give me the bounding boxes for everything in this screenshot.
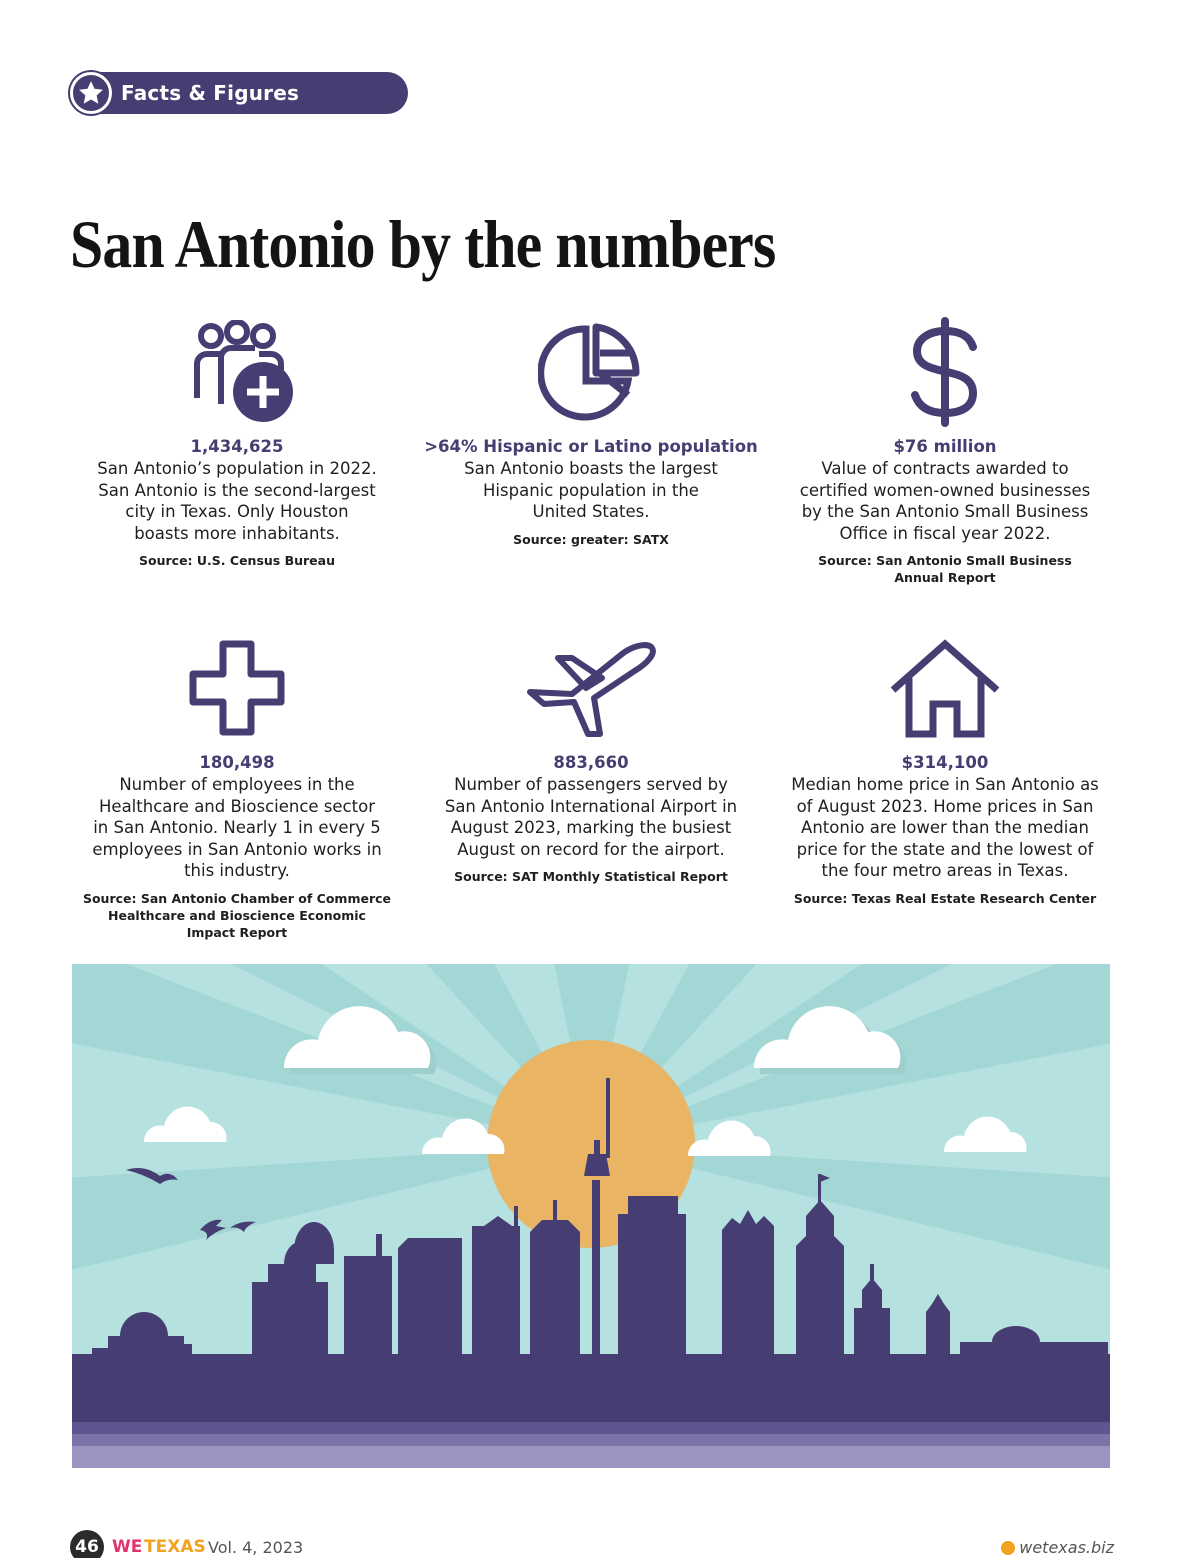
website-text: wetexas.biz: [1019, 1538, 1114, 1557]
stat-description: Number of passengers served by San Antonio International Airport in August 2023, marking the busiest August on record for the airport.: [444, 775, 738, 859]
stat-source: Source: U.S. Census Bureau: [139, 553, 335, 568]
stat-figure: $76 million: [893, 437, 997, 456]
stat-description: Median home price in San Antonio as of August 2023. Home prices in San Antonio are lower than the median price for the state and the lowest of the four metro areas in Texas.: [791, 775, 1099, 880]
website-link[interactable]: [1001, 1538, 1114, 1557]
stat-card-home-price: [775, 628, 1115, 907]
pie-chart-icon: [421, 312, 761, 432]
stat-source: Source: greater: SATX: [513, 531, 669, 547]
stat-source: Source: San Antonio Small Business Annual Report: [818, 553, 1072, 585]
dollar-sign-icon: [775, 312, 1115, 432]
globe-icon: [1001, 1541, 1015, 1555]
stat-description: Number of employees in the Healthcare and Bioscience sector in San Antonio. Nearly 1 in every 5 employees in San Antonio works in this industry.: [92, 775, 382, 880]
stat-figure: 883,660: [553, 753, 629, 772]
page-number: 46: [70, 1530, 104, 1558]
star-icon: [70, 72, 112, 114]
stat-card-airport: [421, 628, 761, 885]
medical-cross-icon: [67, 628, 407, 748]
stat-card-hispanic: [421, 312, 761, 548]
stat-figure: 1,434,625: [190, 437, 284, 456]
page-footer: [70, 1530, 1114, 1558]
stat-source: Source: SAT Monthly Statistical Report: [454, 869, 728, 884]
section-tab: [70, 72, 408, 114]
page-title: San Antonio by the numbers: [70, 206, 776, 282]
house-icon: [775, 628, 1115, 748]
stat-card-population: [67, 312, 407, 569]
publication-texas: TEXAS: [144, 1537, 206, 1557]
airplane-icon: [421, 628, 761, 748]
stat-card-women-owned: [775, 312, 1115, 586]
stat-card-healthcare: [67, 628, 407, 941]
stat-figure: >64% Hispanic or Latino population: [424, 437, 758, 456]
stat-description: Value of contracts awarded to certified women-owned businesses by the San Antonio Small Business Office in fiscal year 2022.: [799, 459, 1091, 543]
section-tab-label: Facts & Figures: [121, 81, 300, 105]
stat-source: Source: Texas Real Estate Research Center: [793, 890, 1097, 906]
stat-figure: $314,100: [901, 753, 989, 772]
stat-description: San Antonio boasts the largest Hispanic population in the United States.: [464, 459, 718, 521]
san-antonio-skyline-illustration: [72, 964, 1110, 1468]
stat-source: Source: San Antonio Chamber of Commerce Healthcare and Bioscience Economic Impact Report: [82, 890, 392, 940]
volume-label: Vol. 4, 2023: [208, 1538, 304, 1557]
publication-we: WE: [112, 1537, 143, 1557]
stat-figure: 180,498: [199, 753, 275, 772]
people-plus-icon: [67, 312, 407, 432]
stat-description: San Antonio’s population in 2022. San Antonio is the second-largest city in Texas. Only Houston boasts more inhabitants.: [97, 459, 377, 543]
